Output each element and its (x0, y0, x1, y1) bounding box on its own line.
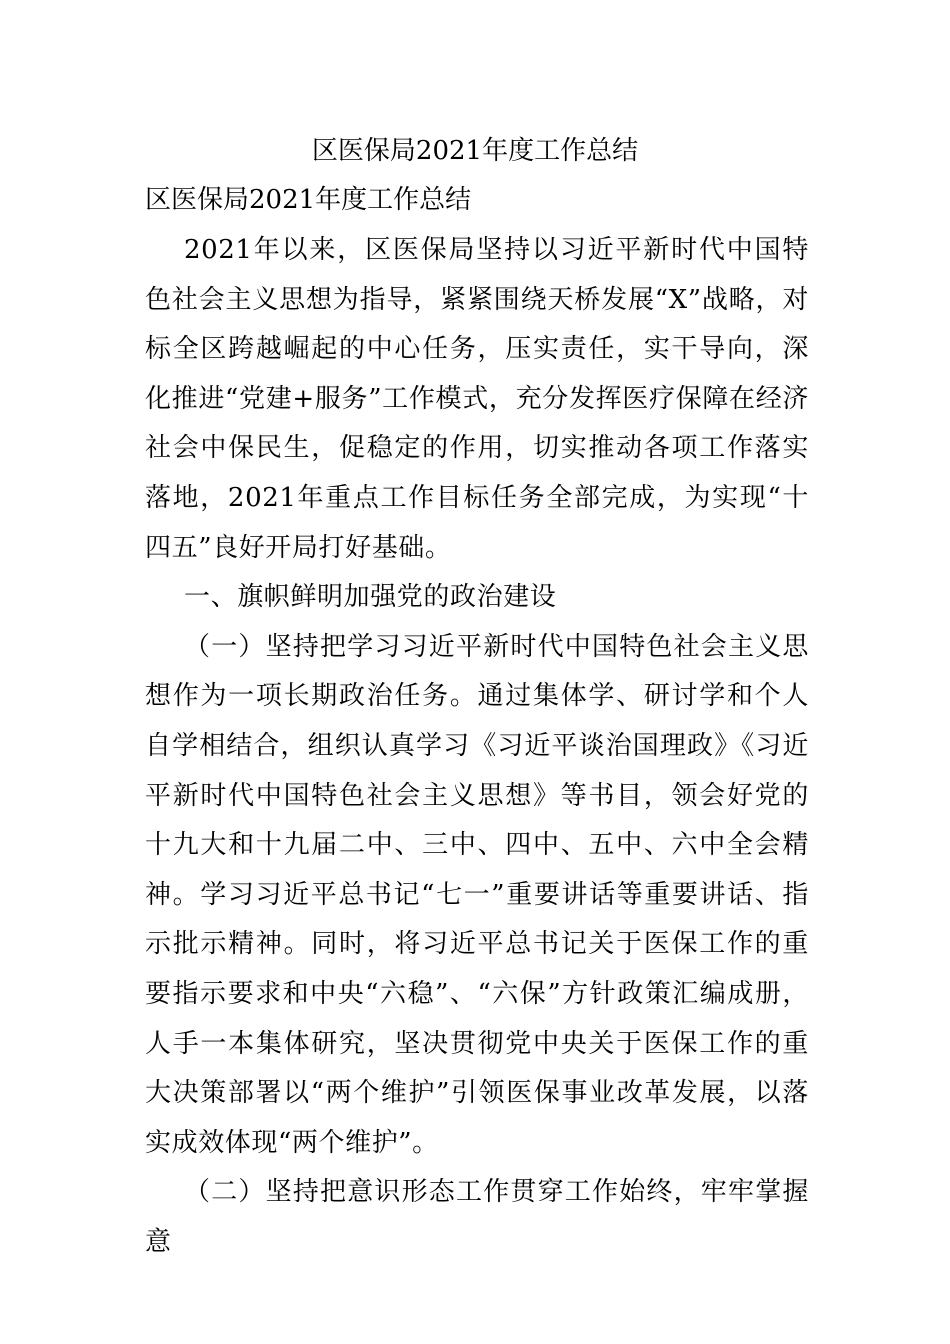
section-heading-1: 一、旗帜鲜明加强党的政治建设 (184, 582, 557, 613)
paragraph-section-1-1: （一）坚持把学习习近平新时代中国特色社会主义思想作为一项长期政治任务。通过集体学、研讨学和个人自学相结合，组织认真学习《习近平谈治国理政》《习近平新时代中国特色社会主义思想》等书目，领会好党的十九大和十九届二中、三中、四中、五中、六中全会精神。学习习近平总书记“七一”重要讲话等重要讲话、指示批示精神。同时，将习近平总书记关于医保工作的重要指示要求和中央“六稳”、“六保”方针政策汇编成册，人手一本集体研究，坚决贯彻党中央关于医保工作的重大决策部署以“两个维护”引领医保事业改革发展，以落实成效体现“两个维护”。 (145, 631, 809, 1158)
document-title: 区医保局2021年度工作总结 (311, 136, 639, 166)
document-subtitle: 区医保局2021年度工作总结 (145, 185, 472, 215)
paragraph-section-1-2: （二）坚持把意识形态工作贯穿工作始终，牢牢掌握意 (145, 1177, 809, 1257)
document-body (145, 226, 809, 1267)
paragraph-intro: 2021年以来，区医保局坚持以习近平新时代中国特色社会主义思想为指导，紧紧围绕天桥发展“X”战略，对标全区跨越崛起的中心任务，压实责任，实干导向，深化推进“党建+服务”工作模式，充分发挥医疗保障在经济社会中保民生，促稳定的作用，切实推动各项工作落实落地，2021年重点工作目标任务全部完成，为实现“十四五”良好开局打好基础。 (145, 235, 809, 563)
